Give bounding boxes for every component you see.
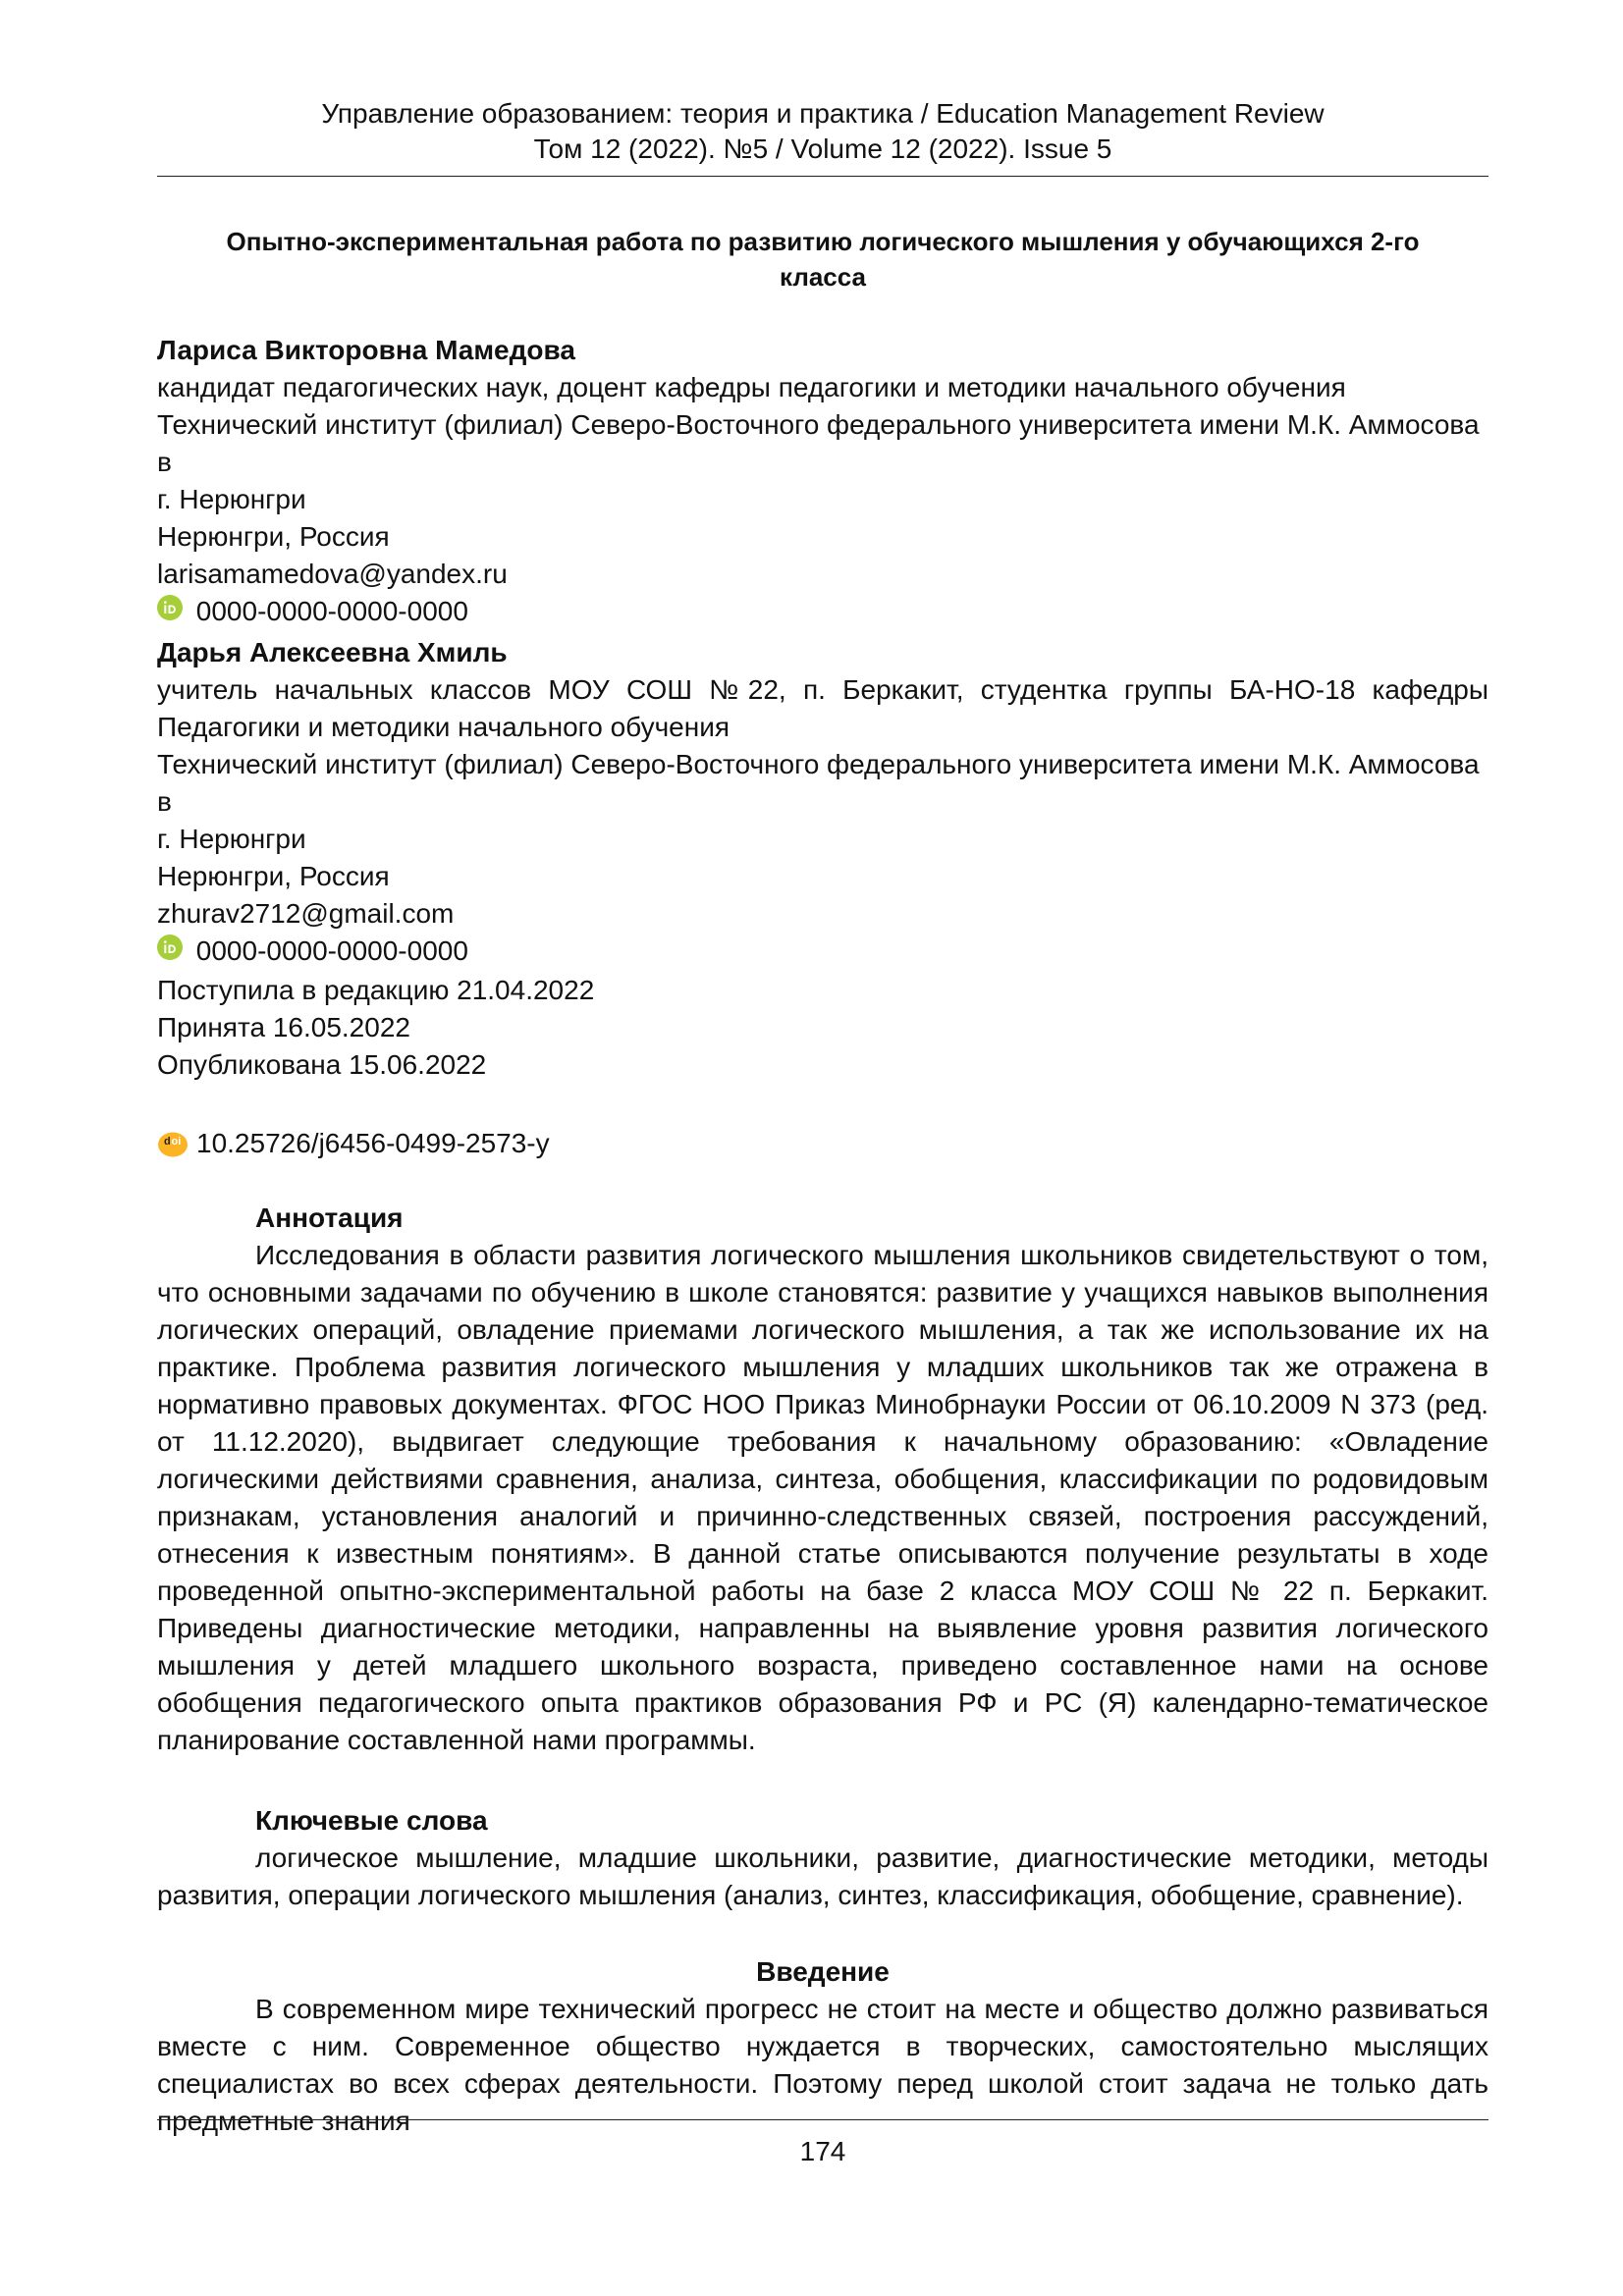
author-block-1: [157, 332, 1488, 630]
svg-text:oi: oi: [171, 1136, 182, 1148]
author-block-2: [157, 634, 1488, 970]
author-orcid[interactable]: [157, 933, 1488, 970]
orcid-icon: [157, 595, 183, 620]
keywords-section: [157, 1802, 1488, 1914]
footer-rule: [157, 2119, 1488, 2120]
issue-info: Том 12 (2022). №5 / Volume 12 (2022). Issue 5: [533, 133, 1112, 164]
header-rule: [157, 176, 1488, 177]
journal-title: Управление образованием: теория и практика / Education Management Review: [321, 98, 1325, 129]
author-affiliation-cont: г. Нерюнгри: [157, 484, 306, 514]
author-email[interactable]: larisamamedova@yandex.ru: [157, 559, 508, 589]
abstract-heading: Аннотация: [255, 1202, 404, 1233]
orcid-id[interactable]: 0000-0000-0000-0000: [195, 935, 468, 966]
orcid-id[interactable]: 0000-0000-0000-0000: [195, 596, 468, 626]
running-header: [157, 96, 1488, 167]
doi-icon: [157, 1130, 189, 1157]
author-position-cont: Педагогики и методики начального обучения: [157, 712, 730, 742]
received-date: Поступила в редакцию 21.04.2022: [157, 975, 595, 1005]
author-name: Дарья Алексеевна Хмиль: [157, 637, 508, 667]
doi-value[interactable]: 10.25726/j6456-0499-2573-y: [196, 1128, 550, 1158]
introduction-section: [157, 1953, 1488, 2140]
introduction-text: В современном мире технический прогресс не стоит на месте и общество должно развиваться вместе с ним. Современное общество нуждается в творческих, самостоятельно мыслящих специалистах во всех сферах деятельности. Поэтому перед школой стоит задача не только дать предметные знания: [157, 1994, 1488, 2136]
published-date: Опубликована 15.06.2022: [157, 1049, 487, 1080]
keywords-text: логическое мышление, младшие школьники, развитие, диагностические методики, методы развития, операции логического мышления (анализ, синтез, классификация, обобщение, сравнение).: [157, 1842, 1488, 1910]
page-number: 174: [799, 2136, 846, 2166]
svg-text:d: d: [164, 1136, 171, 1148]
article-title: Опытно-экспериментальная работа по развитию логического мышления у обучающихся 2-го класса: [226, 227, 1420, 292]
author-position: кандидат педагогических наук, доцент кафедры педагогики и методики начального обучения: [157, 372, 1346, 402]
abstract-text: Исследования в области развития логического мышления школьников свидетельствуют о том, что основными задачами по обучению в школе становятся: развитие у учащихся навыков выполнения логических операций, овладение приемами логического мышления, а так же использование их на практике. Проблема развития логического мышления у младших школьников так же отражена в нормативно правовых документах. ФГОС НОО Приказ Минобрнауки России от 06.10.2009 N 373 (ред. от 11.12.2020), выдвигает следующие требования к начальному образованию: «Овладение логическими действиями сравнения, анализа, синтеза, обобщения, классификации по родовидовым признакам, установления аналогий и причинно-следственных связей, построения рассуждений, отнесения к известным понятиям». В данной статье описываются получение результаты в ходе проведенной опытно-экспериментальной работы на базе 2 класса МОУ СОШ № 22 п. Беркакит. Приведены диагностические методики, направленны на выявление уровня развития логического мышления у детей младшего школьного возраста, приведено составленное нами на основе обобщения педагогического опыта практиков образования РФ и РС (Я) календарно-тематическое планирование составленной нами программы.: [157, 1240, 1488, 1755]
author-position: учитель начальных классов МОУ СОШ №22, п. Беркакит, студентка группы БА-НО-18 кафедры: [157, 674, 1488, 705]
keywords-heading: Ключевые слова: [255, 1805, 488, 1836]
author-affiliation-cont: г. Нерюнгри: [157, 824, 306, 854]
author-location: Нерюнгри, Россия: [157, 861, 390, 891]
abstract-section: [157, 1200, 1488, 1759]
accepted-date: Принята 16.05.2022: [157, 1012, 410, 1042]
orcid-icon: [157, 934, 183, 960]
doi-line[interactable]: [157, 1125, 1488, 1162]
author-orcid[interactable]: [157, 593, 1488, 630]
introduction-heading: Введение: [756, 1956, 890, 1987]
author-affiliation: Технический институт (филиал) Северо-Восточного федерального университета имени М.К. Аммосова в: [157, 749, 1480, 817]
author-location: Нерюнгри, Россия: [157, 521, 390, 552]
author-email[interactable]: zhurav2712@gmail.com: [157, 898, 455, 929]
author-name: Лариса Викторовна Мамедова: [157, 335, 575, 365]
author-affiliation: Технический институт (филиал) Северо-Восточного федерального университета имени М.К. Аммосова в: [157, 409, 1480, 477]
publication-dates: [157, 972, 1488, 1084]
